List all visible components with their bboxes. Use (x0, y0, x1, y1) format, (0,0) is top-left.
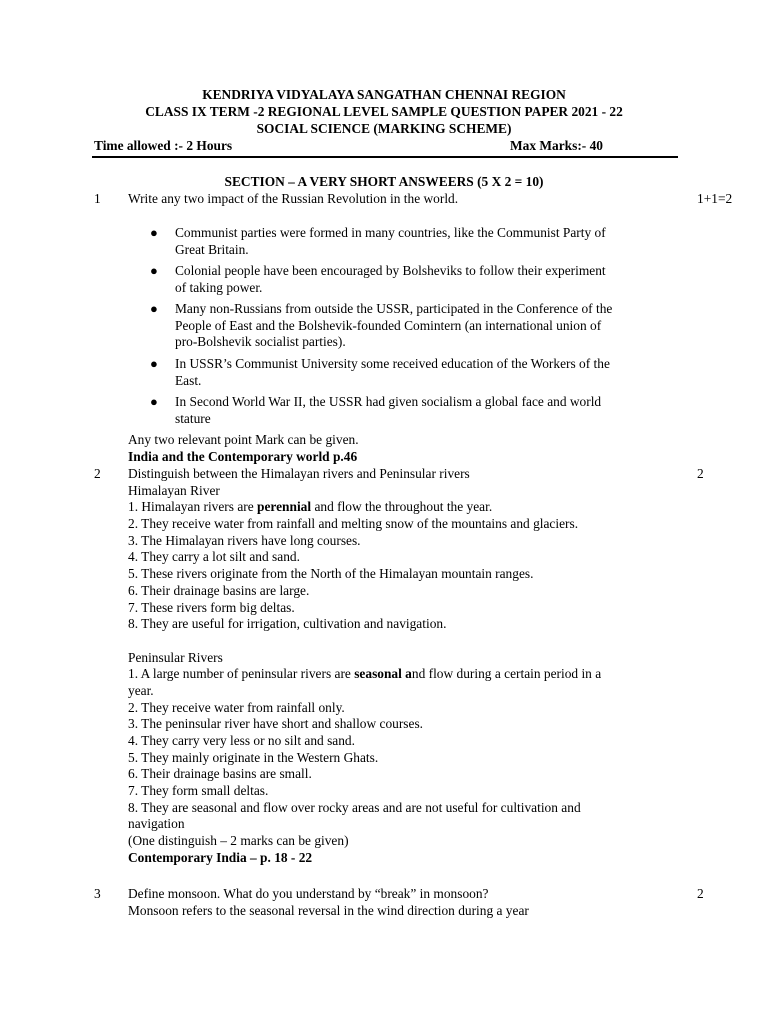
bullet-line: Communist parties were formed in many countries, like the Communist Party of (175, 225, 606, 240)
himalayan-point: 2. They receive water from rainfall and melting snow of the mountains and glaciers. (128, 516, 579, 532)
bullet-line: pro-Bolshevik socialist parties). (175, 334, 346, 350)
bullet-line: East. (175, 372, 202, 388)
q3-question: Define monsoon. What do you understand by “break” in monsoon? (128, 886, 489, 901)
bullet-line: People of East and the Bolshevik-founded Comintern (an international union of (175, 317, 602, 333)
q1-question: Write any two impact of the Russian Revolution in the world. (128, 191, 459, 206)
himalayan-heading: Himalayan River (128, 482, 220, 498)
peninsular-point: 2. They receive water from rainfall only. (128, 699, 345, 715)
bullet-icon: ● (150, 301, 158, 316)
header-rule (92, 156, 678, 158)
peninsular-point-1 (128, 666, 688, 683)
q1-note: Any two relevant point Mark can be given. (128, 432, 359, 447)
peninsular-point: 3. The peninsular river have short and shallow courses. (128, 716, 424, 732)
peninsular-point: 4. They carry very less or no silt and sand. (128, 733, 355, 748)
bullet-line: In Second World War II, the USSR had given socialism a global face and world (175, 394, 602, 409)
point-text: and flow the throughout the year. (311, 499, 493, 515)
point-bold-term: seasonal a (354, 666, 412, 682)
list-item (128, 263, 688, 301)
peninsular-point-cont: navigation (128, 816, 185, 832)
q1-bullet-list (128, 225, 688, 432)
q2-question: Distinguish between the Himalayan rivers and Peninsular rivers (128, 466, 470, 481)
himalayan-point: 7. These rivers form big deltas. (128, 599, 295, 615)
q3-number: 3 (94, 886, 101, 901)
header-line-3: SOCIAL SCIENCE (MARKING SCHEME) (256, 121, 512, 136)
list-item (128, 356, 688, 394)
peninsular-point: 6. Their drainage basins are small. (128, 766, 312, 782)
max-marks: Max Marks:- 40 (510, 138, 603, 153)
q2-answer-block (128, 466, 688, 867)
peninsular-heading: Peninsular Rivers (128, 649, 223, 665)
list-item (128, 301, 688, 356)
header-line-1: KENDRIYA VIDYALAYA SANGATHAN CHENNAI REGION (202, 87, 566, 102)
himalayan-point: 4. They carry a lot silt and sand. (128, 549, 300, 565)
peninsular-point: 5. They mainly originate in the Western Ghats. (128, 749, 379, 765)
bullet-line: Many non-Russians from outside the USSR, participated in the Conference of the (175, 301, 613, 316)
q2-note: (One distinguish – 2 marks can be given) (128, 833, 349, 849)
himalayan-point: 5. These rivers originate from the North of the Himalayan mountain ranges. (128, 566, 534, 582)
himalayan-point-1 (128, 499, 688, 516)
q1-marks: 1+1=2 (697, 191, 733, 206)
header-line-2: CLASS IX TERM -2 REGIONAL LEVEL SAMPLE QUESTION PAPER 2021 - 22 (145, 104, 623, 119)
himalayan-point: 8. They are useful for irrigation, cultivation and navigation. (128, 616, 447, 632)
section-a-title: SECTION – A VERY SHORT ANSWEERS (5 X 2 = 10) (224, 174, 544, 189)
bullet-line: Colonial people have been encouraged by Bolsheviks to follow their experiment (175, 263, 606, 278)
peninsular-point-1-cont: year. (128, 682, 154, 698)
himalayan-point: 6. Their drainage basins are large. (128, 582, 310, 598)
spacer (128, 633, 688, 650)
peninsular-point: 7. They form small deltas. (128, 783, 269, 799)
point-bold-term: perennial (257, 499, 312, 515)
q1-reference: India and the Contemporary world p.46 (128, 449, 358, 464)
time-allowed: Time allowed :- 2 Hours (94, 138, 233, 153)
q3-answer: Monsoon refers to the seasonal reversal in the wind direction during a year (128, 903, 529, 918)
q2-marks: 2 (697, 466, 704, 481)
point-text: nd flow during a certain period in a (411, 666, 602, 682)
himalayan-point: 3. The Himalayan rivers have long courses. (128, 532, 361, 548)
point-text: 1. Himalayan rivers are (128, 499, 258, 515)
bullet-icon: ● (150, 394, 158, 409)
bullet-line: of taking power. (175, 279, 263, 295)
q3-marks: 2 (697, 886, 704, 901)
bullet-line: In USSR’s Communist University some received education of the Workers of the (175, 356, 610, 371)
list-item (128, 225, 688, 263)
bullet-icon: ● (150, 225, 158, 240)
bullet-icon: ● (150, 263, 158, 278)
bullet-icon: ● (150, 356, 158, 371)
list-item (128, 394, 688, 432)
q2-number: 2 (94, 466, 101, 481)
point-text: 1. A large number of peninsular rivers are (128, 666, 355, 682)
q1-number: 1 (94, 191, 101, 206)
peninsular-point: 8. They are seasonal and flow over rocky areas and are not useful for cultivation and (128, 799, 581, 815)
q2-reference: Contemporary India – p. 18 - 22 (128, 849, 313, 865)
bullet-line: Great Britain. (175, 241, 249, 257)
bullet-line: stature (175, 410, 211, 426)
